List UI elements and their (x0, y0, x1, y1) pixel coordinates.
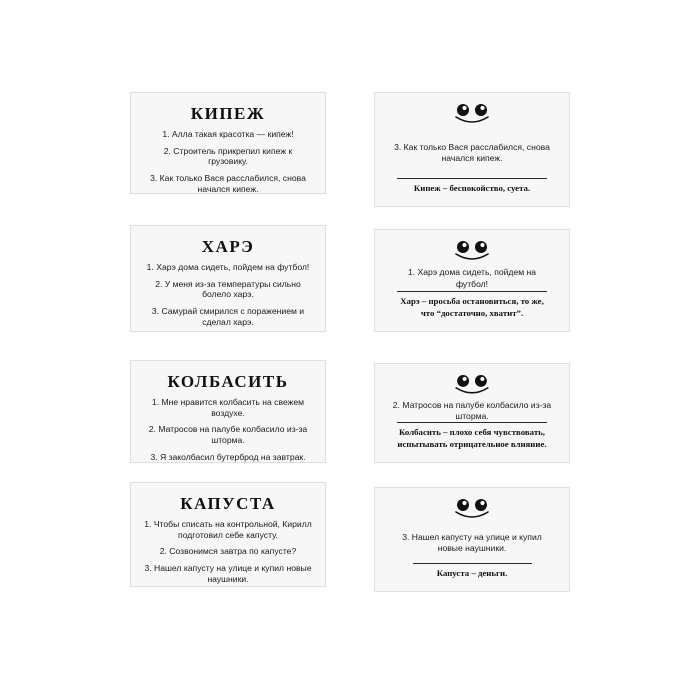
card-back-kapusta[interactable] (374, 487, 570, 592)
list-item: 1. Харэ дома сидеть, пойдем на футбол! (146, 262, 310, 272)
card-definition: Капуста – деньги. (413, 563, 532, 579)
example-list (143, 397, 313, 463)
list-item: 2. Созвонимся завтра по капусте? (159, 546, 297, 557)
list-item: 1. Мне нравится колбасить на свежем воздухе. (151, 397, 305, 418)
card-answer: 3. Нашел капусту на улице и купил новые наушники. (402, 532, 542, 554)
list-item: 1. Чтобы списать на контрольной, Кирилл подготовил себе капусту. (144, 519, 312, 540)
card-definition: Колбасить – плохо себя чувствовать, испытывать отрицательное влияние. (397, 422, 547, 450)
smiling-eyes-icon (449, 374, 495, 394)
card-definition: Харэ – просьба остановиться, то же, что “достаточно, хватит”. (397, 291, 547, 319)
list-item: 1. Алла такая красотка — кипеж! (162, 129, 294, 139)
example-list (143, 262, 313, 328)
smiling-eyes-icon (449, 103, 495, 123)
card-back-kolbasit[interactable] (374, 363, 570, 463)
list-item: 3. Самурай смирился с поражением и сделал харэ. (151, 306, 305, 327)
card-back-hare[interactable] (374, 229, 570, 332)
card-title: ХАРЭ (201, 237, 255, 256)
example-list (143, 129, 313, 195)
list-item: 3. Я заколбасил бутерброд на завтрак. (150, 451, 306, 462)
smiling-eyes-icon (449, 498, 495, 518)
list-item: 2. Строитель прикрепил кипеж к грузовику. (163, 145, 293, 167)
card-title: КАПУСТА (180, 494, 276, 513)
card-definition: Кипеж – беспокойство, суета. (397, 178, 547, 194)
list-item: 3. Нашел капусту на улице и купил новые наушники. (144, 563, 312, 584)
card-title: КОЛБАСИТЬ (167, 372, 289, 391)
list-item: 2. Матросов на палубе колбасило из-за шторма. (148, 424, 308, 446)
card-answer: 2. Матросов на палубе колбасило из-за шторма. (392, 399, 552, 421)
list-item: 3. Как только Вася расслабился, снова начался кипеж. (150, 173, 306, 194)
card-title: КИПЕЖ (190, 104, 266, 123)
card-front-kolbasit[interactable] (130, 360, 326, 463)
list-item: 2. У меня из-за температуры сильно болело харэ. (155, 278, 301, 300)
card-back-kipezh[interactable] (374, 92, 570, 207)
smiling-eyes-icon (449, 240, 495, 260)
card-answer: 3. Как только Вася расслабился, снова начался кипеж. (394, 142, 550, 164)
card-front-hare[interactable] (130, 225, 326, 332)
card-front-kipezh[interactable] (130, 92, 326, 194)
example-list (143, 519, 313, 585)
card-front-kapusta[interactable] (130, 482, 326, 587)
card-answer: 1. Харэ дома сидеть, пойдем на футбол! (407, 267, 537, 289)
